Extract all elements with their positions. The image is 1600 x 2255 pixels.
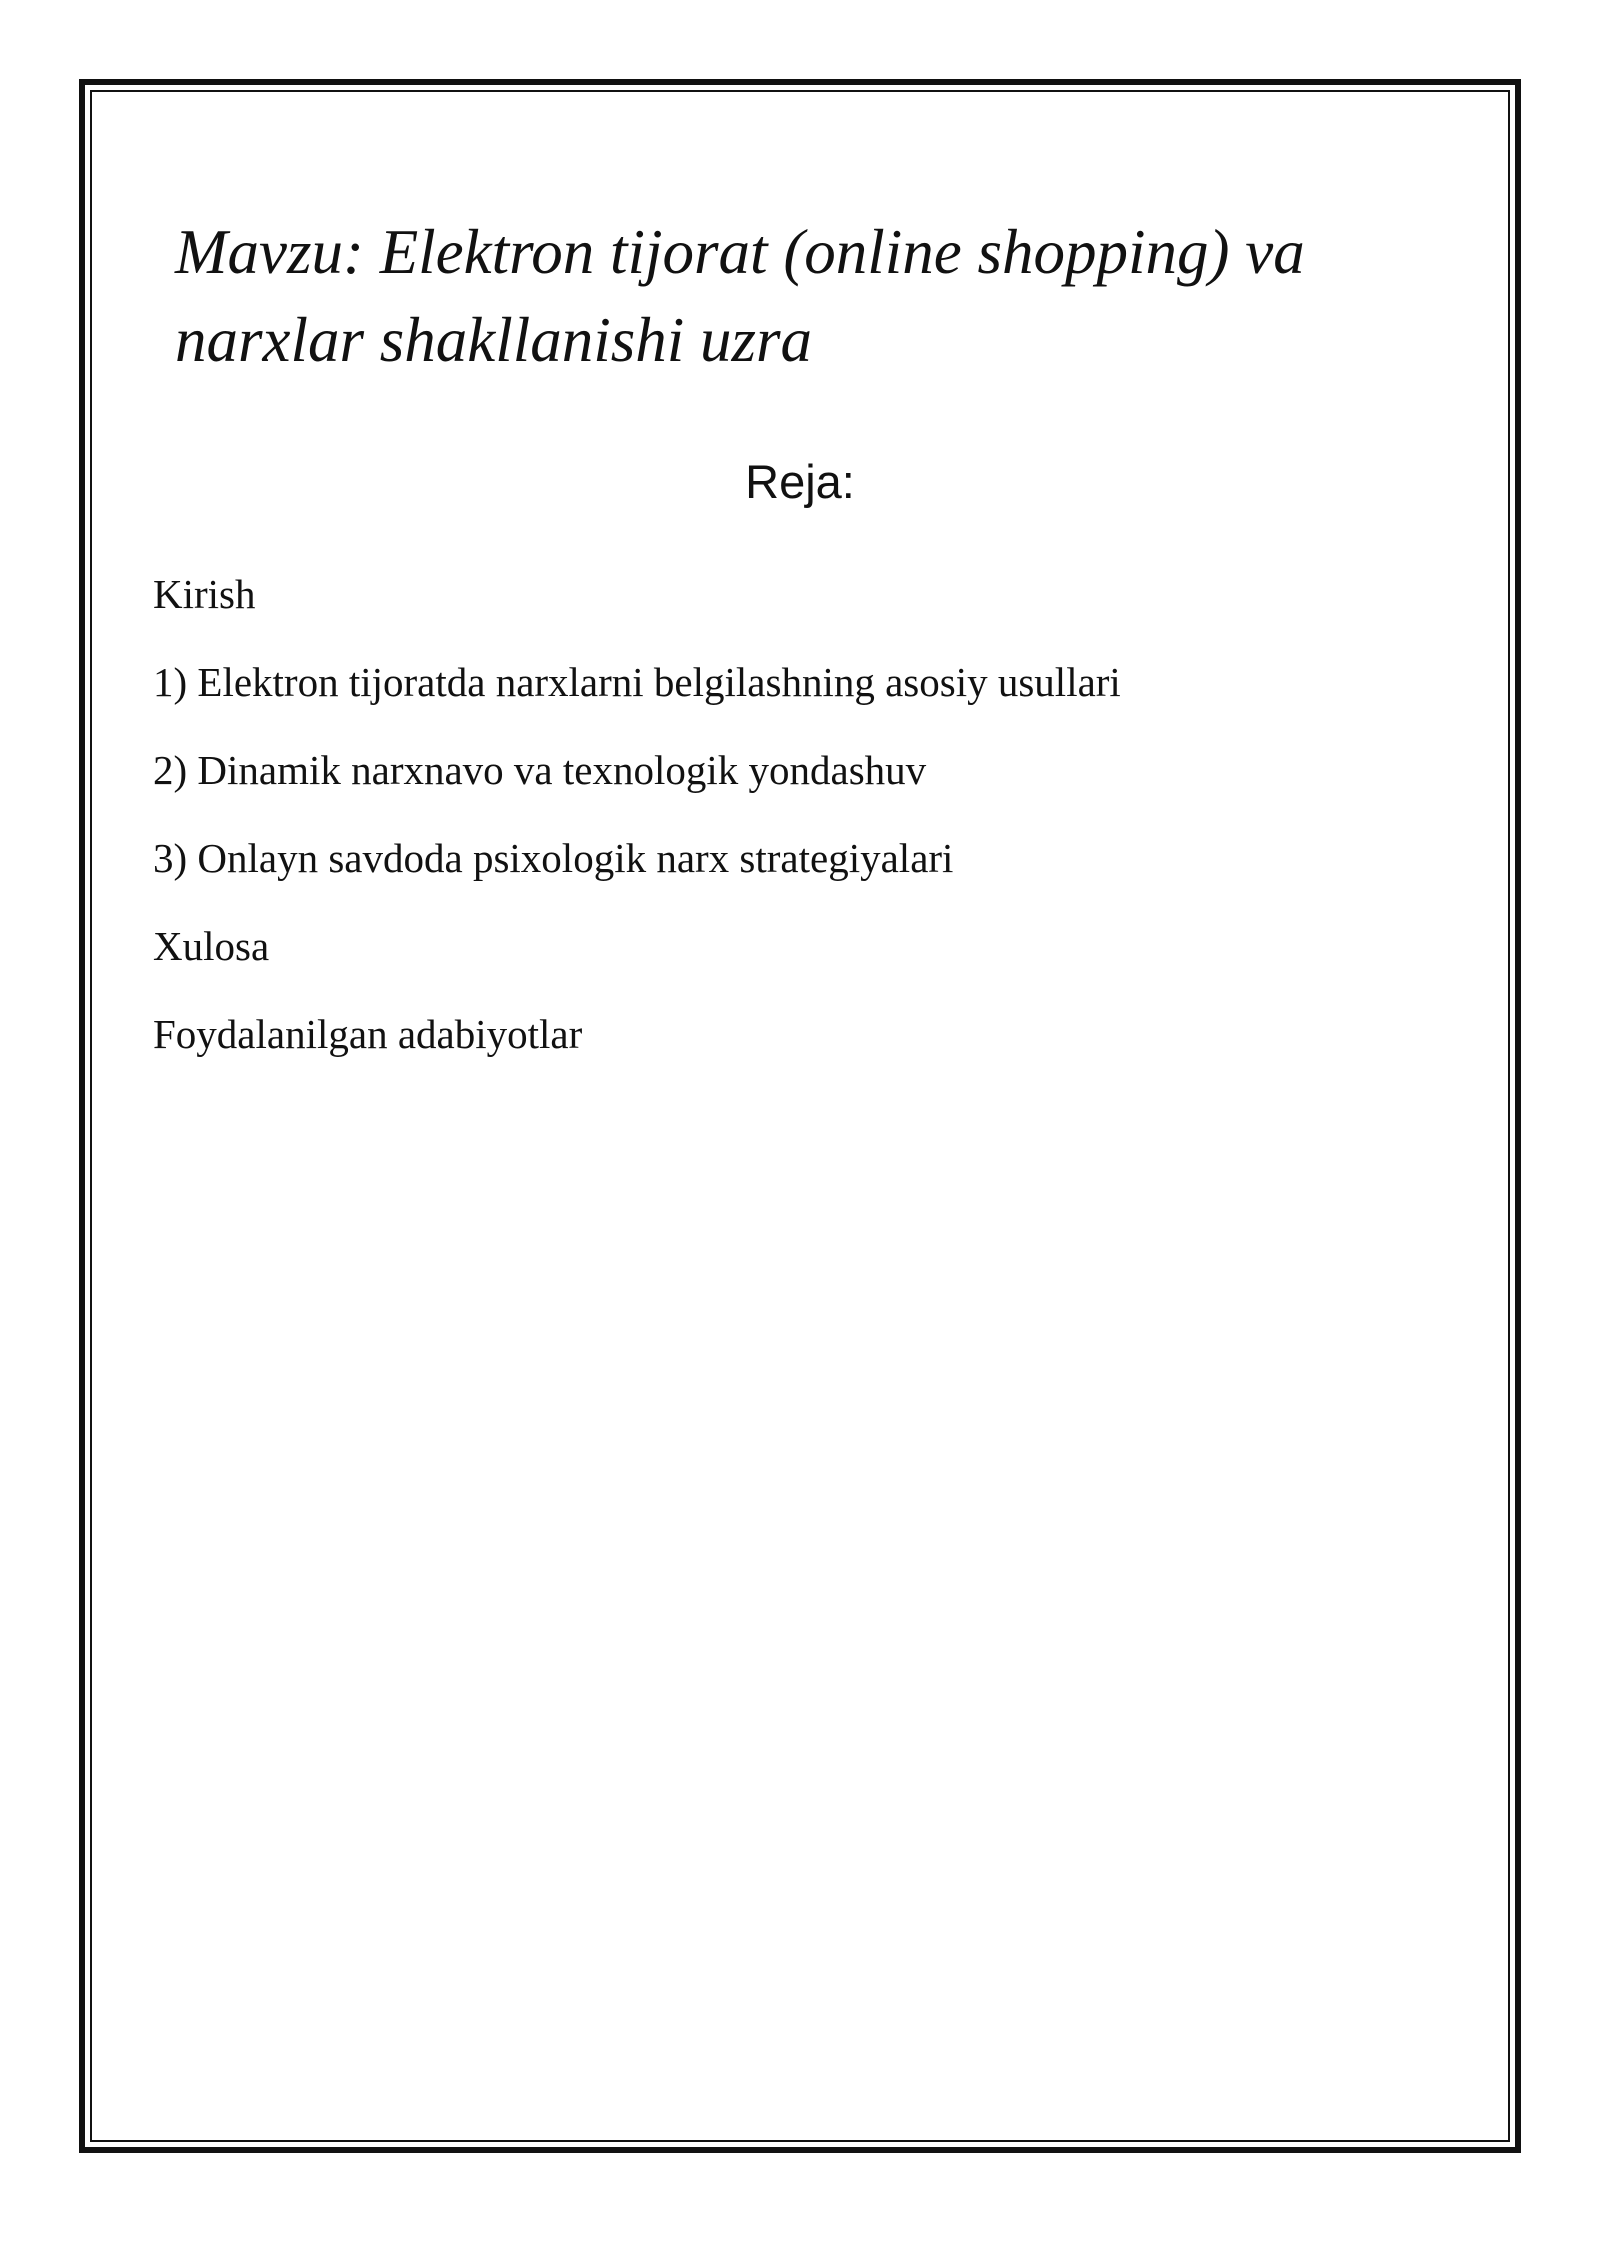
plan-item-3: 3) Onlayn savdoda psixologik narx strategiyalari [153, 835, 954, 881]
plan-item-1: 1) Elektron tijoratda narxlarni belgilashning asosiy usullari [153, 659, 1121, 705]
plan-heading: Reja: [745, 455, 855, 508]
plan-list [153, 572, 1121, 1100]
plan-item-conclusion: Xulosa [153, 923, 270, 969]
plan-item-2: 2) Dinamik narxnavo va texnologik yondashuv [153, 747, 927, 793]
plan-item-references: Foydalanilgan adabiyotlar [153, 1011, 583, 1057]
page-border-inner [90, 90, 1510, 2142]
document-title: Mavzu: Elektron tijorat (online shopping) va narxlar shakllanishi uzra [175, 217, 1305, 375]
plan-item-introduction: Kirish [153, 571, 256, 617]
